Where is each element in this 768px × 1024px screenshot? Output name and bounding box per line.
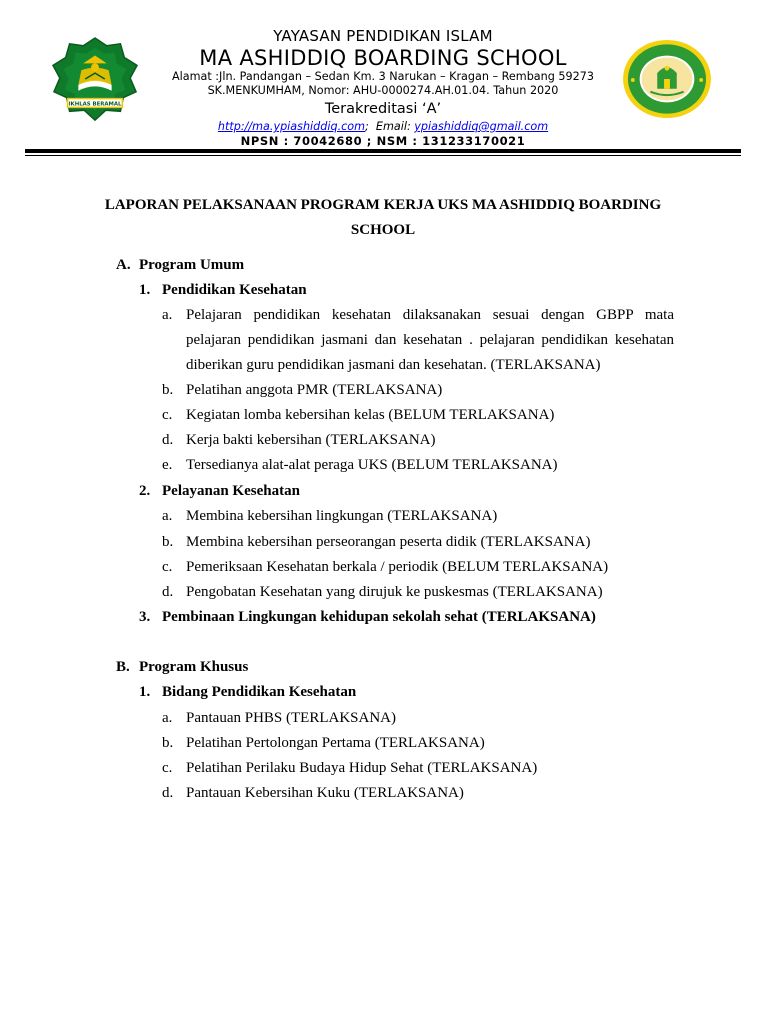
accreditation: Terakreditasi ‘A’ xyxy=(324,101,442,117)
school-seal-icon xyxy=(620,38,714,120)
website-link[interactable]: http://ma.ypiashiddiq.com xyxy=(217,120,366,133)
section-letter: B. xyxy=(116,659,130,675)
item-letter: d. xyxy=(162,785,174,801)
legal-registration: SK.MENKUMHAM, Nomor: AHU-0000274.AH.01.04. Tahun 2020 xyxy=(207,84,559,97)
item-text: diberikan guru pendidikan jasmani dan kesehatan. (TERLAKSANA) xyxy=(186,357,601,373)
item-letter: e. xyxy=(162,457,173,473)
item-letter: a. xyxy=(162,508,173,524)
item-letter: d. xyxy=(162,432,174,448)
foundation-name: YAYASAN PENDIDIKAN ISLAM xyxy=(273,27,493,45)
letterhead-divider-thin xyxy=(25,155,741,156)
item-text: Kegiatan lomba kebersihan kelas (BELUM TERLAKSANA) xyxy=(186,407,555,423)
item-letter: b. xyxy=(162,382,174,398)
item-letter: c. xyxy=(162,407,173,423)
group-number: 1. xyxy=(139,282,151,298)
item-text: Pelajaran pendidikan kesehatan dilaksanakan sesuai dengan GBPP mata xyxy=(186,307,674,323)
item-letter: b. xyxy=(162,735,174,751)
item-text: Pelatihan anggota PMR (TERLAKSANA) xyxy=(186,382,443,398)
item-text: Pemeriksaan Kesehatan berkala / periodik (BELUM TERLAKSANA) xyxy=(186,559,609,575)
svg-text:IKHLAS BERAMAL: IKHLAS BERAMAL xyxy=(68,101,122,108)
group-number: 2. xyxy=(139,483,151,499)
item-text: Membina kebersihan lingkungan (TERLAKSANA) xyxy=(186,508,498,524)
item-letter: b. xyxy=(162,534,174,550)
item-letter: c. xyxy=(162,760,173,776)
report-title xyxy=(90,193,676,243)
item-text: Pantauan Kebersihan Kuku (TERLAKSANA) xyxy=(186,785,464,801)
school-address: Alamat :Jln. Pandangan – Sedan Km. 3 Narukan – Kragan – Rembang 59273 xyxy=(171,70,595,83)
item-letter: c. xyxy=(162,559,173,575)
report-title-line: LAPORAN PELAKSANAAN PROGRAM KERJA UKS MA ASHIDDIQ BOARDING xyxy=(104,197,662,213)
group-number: 3. xyxy=(139,609,151,625)
item-letter: a. xyxy=(162,307,173,323)
section-heading: Program Khusus xyxy=(139,659,249,675)
item-text: pelajaran pendidikan jasmani dan kesehatan . pelajaran pendidikan kesehatan xyxy=(186,332,674,348)
item-letter: d. xyxy=(162,584,174,600)
report-title-line: SCHOOL xyxy=(350,222,416,238)
item-letter: a. xyxy=(162,710,173,726)
kemenag-emblem-icon xyxy=(46,36,144,124)
section-heading: Program Umum xyxy=(139,257,245,273)
item-text: Tersedianya alat-alat peraga UKS (BELUM TERLAKSANA) xyxy=(186,457,558,473)
group-heading: Pelayanan Kesehatan xyxy=(162,483,300,499)
item-text: Pengobatan Kesehatan yang dirujuk ke puskesmas (TERLAKSANA) xyxy=(186,584,603,600)
letterhead-divider-thick xyxy=(25,149,741,153)
group-heading: Bidang Pendidikan Kesehatan xyxy=(162,684,357,700)
school-identifiers: NPSN : 70042680 ; NSM : 131233170021 xyxy=(240,134,526,148)
group-heading: Pendidikan Kesehatan xyxy=(162,282,307,298)
group-heading: Pembinaan Lingkungan kehidupan sekolah sehat (TERLAKSANA) xyxy=(162,609,596,625)
letterhead xyxy=(150,26,616,148)
contact-links: http://ma.ypiashiddiq.com; Email: ypiashiddiq@gmail.com xyxy=(217,120,549,133)
item-text: Membina kebersihan perseorangan peserta didik (TERLAKSANA) xyxy=(186,534,591,550)
email-label: Email: xyxy=(375,120,411,133)
group-number: 1. xyxy=(139,684,151,700)
item-text: Pelatihan Perilaku Budaya Hidup Sehat (TERLAKSANA) xyxy=(186,760,538,776)
item-text: Pantauan PHBS (TERLAKSANA) xyxy=(186,710,396,726)
email-link[interactable]: ypiashiddiq@gmail.com xyxy=(414,120,549,133)
item-text: Pelatihan Pertolongan Pertama (TERLAKSANA) xyxy=(186,735,485,751)
item-text: Kerja bakti kebersihan (TERLAKSANA) xyxy=(186,432,436,448)
section-letter: A. xyxy=(116,257,131,273)
school-name: MA ASHIDDIQ BOARDING SCHOOL xyxy=(199,46,567,70)
